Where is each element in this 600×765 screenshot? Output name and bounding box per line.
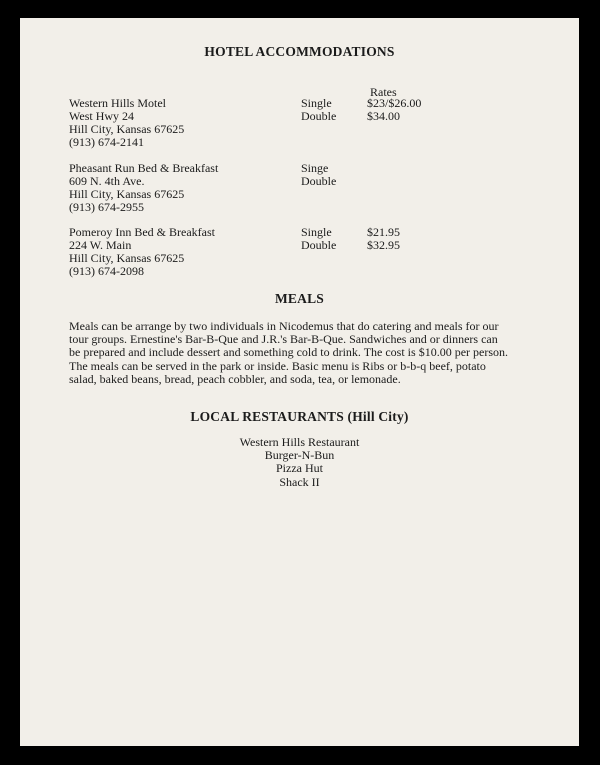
hotel-entry [69,226,529,278]
hotel-street: 224 W. Main [69,238,132,252]
hotel-name: Western Hills Motel [69,96,167,110]
meals-line: be prepared and include dessert and something cold to drink. The cost is $10.00 per person. [69,345,509,360]
hotel-phone: (913) 674-2141 [69,135,144,149]
restaurant-item: Shack II [279,474,320,489]
hotel-accommodations-heading: HOTEL ACCOMMODATIONS [204,44,395,59]
price-double: $34.00 [367,109,400,123]
hotel-entry [69,97,529,149]
meals-line: tour groups. Ernestine's Bar-B-Que and J.R.'s Bar-B-Que. Sandwiches and or dinners can [69,332,498,347]
restaurant-list [20,436,579,489]
room-prices [367,226,400,252]
room-types [301,97,367,123]
restaurant-item: Western Hills Restaurant [239,435,360,449]
restaurant-item: Burger-N-Bun [264,448,335,463]
hotel-phone: (913) 674-2098 [69,264,144,278]
room-types [301,226,367,252]
meals-paragraph [69,320,539,386]
restaurant-item: Pizza Hut [276,461,323,476]
local-restaurants-heading: LOCAL RESTAURANTS (Hill City) [190,409,409,424]
room-type-single: Singe [301,161,329,175]
hotel-street: 609 N. 4th Ave. [69,174,145,188]
room-type-double: Double [301,174,337,188]
hotel-city: Hill City, Kansas 67625 [69,122,185,136]
document-page [20,18,579,746]
room-type-double: Double [301,109,337,123]
hotel-phone: (913) 674-2955 [69,200,144,214]
rates-column-label: Rates [370,85,397,99]
hotel-entry [69,162,529,214]
hotel-street: West Hwy 24 [69,109,135,123]
meals-line: Meals can be arrange by two individuals in Nicodemus that do catering and meals for our [69,319,499,333]
meals-line: The meals can be served in the park or inside. Basic menu is Ribs or b-b-q beef, potato [69,358,486,373]
room-types [301,162,367,188]
hotel-name: Pomeroy Inn Bed & Breakfast [69,225,215,239]
hotel-city: Hill City, Kansas 67625 [69,251,185,265]
meals-line: salad, baked beans, bread, peach cobbler, and soda, tea, or lemonade. [69,371,401,386]
room-type-double: Double [301,238,337,252]
room-prices [367,97,421,123]
hotel-city: Hill City, Kansas 67625 [69,187,185,201]
price-single: $23/$26.00 [367,96,422,110]
meals-heading: MEALS [274,291,324,306]
room-type-single: Single [301,96,332,110]
price-double: $32.95 [367,238,400,252]
room-type-single: Single [301,225,332,239]
hotel-name: Pheasant Run Bed & Breakfast [69,161,219,175]
price-single: $21.95 [367,225,400,239]
